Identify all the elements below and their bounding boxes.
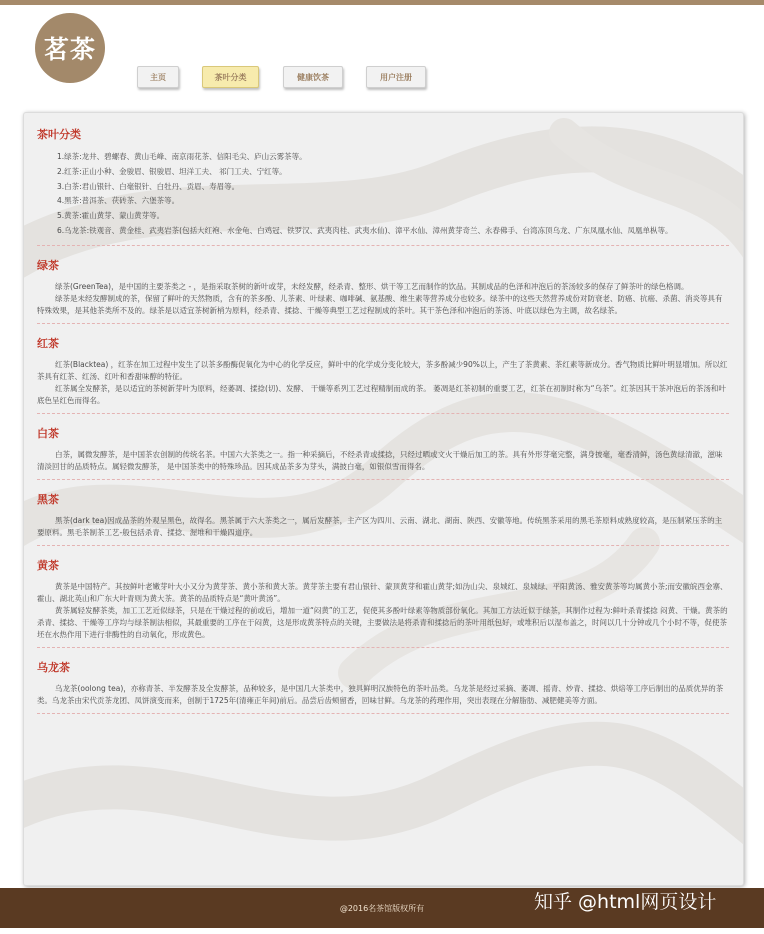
list-item: 2.红茶:正山小种、金骏眉、银骏眉、坦洋工夫、 祁门工夫、宁红等。 (57, 166, 287, 176)
section-red-tea (37, 336, 729, 414)
section-title: 黄茶 (37, 558, 59, 572)
section-oolong-tea (37, 660, 729, 714)
section-white-tea (37, 426, 729, 480)
list-item: 3.白茶:君山银针、白毫银针、白牡丹、贡眉、寿眉等。 (57, 181, 240, 191)
logo-text: 茗茶 (43, 35, 96, 64)
paragraph: 黑茶(dark tea)因成品茶的外观呈黑色，故得名。黑茶属于六大茶类之一，属后发酵茶，主产区为四川、云南、湖北、湖南、陕西、安徽等地。传统黑茶采用的黑毛茶原料成熟度较高，是压制紧压茶的主要原料。黑毛茶制茶工艺-般包括杀青、揉捻、渥堆和干燥四道序。 (37, 515, 723, 537)
list-item: 5.黄茶:霍山黄芽、蒙山黄芽等。 (57, 211, 165, 221)
section-title: 乌龙茶 (37, 660, 70, 674)
section-green-tea (37, 258, 729, 324)
section-title: 白茶 (37, 426, 59, 440)
list-item: 6.乌龙茶:铁观音、黄金桂、武夷岩茶(包括大红袍、水金龟、白鸡冠、铁罗汉、武夷肉桂、武夷水仙)、漳平水仙、漳州黄芽奇兰、永春佛手、台湾冻顶乌龙、广东凤凰水仙、凤凰单枞等。 (57, 225, 673, 235)
paragraph: 绿茶(GreenTea)，是中国的主要茶类之 - ，是指采取茶树的新叶或芽，未经发酵，经杀青、整形、烘干等工艺而制作的饮品。其制成品的色泽和冲泡后的茶汤较多的保存了鲜茶叶的绿色格调。 (55, 281, 689, 291)
content-inner (37, 127, 729, 726)
paragraph: 黄茶是中国特产。其按鲜叶老嫩芽叶大小又分为黄芽茶、黄小茶和黄大茶。黄芽茶主要有君山银针、蒙顶黄芽和霍山黄芽;如沩山尖、泉城红、泉城绿、平阳黄汤、雅安黄茶等均属黄小茶;而安徽皖西金寨、霍山、湖北英山和广东大叶青则为黄大茶。黄茶的品质特点是“黄叶黄汤”。 (37, 581, 728, 603)
top-accent-bar (0, 0, 764, 5)
category-list (37, 150, 729, 239)
paragraph: 白茶，属微发酵茶，是中国茶农创制的传统名茶。中国六大茶类之一。指一种采摘后，不经杀青或揉捻，只经过晒或文火干燥后加工的茶。具有外形芽毫完整，满身披毫，毫香清鲜，汤色黄绿清澈，滋味清淡回甘的品质特点。属轻微发酵茶， 是中国茶类中的特殊珍品。因其成品茶多为芽头，满披白毫，如银似雪而得名。 (37, 449, 723, 471)
paragraph: 绿茶是未经发酵制成的茶，保留了鲜叶的天然物质，含有的茶多酚、儿茶素、叶绿素、咖啡碱、氨基酸、维生素等营养成分也较多。绿茶中的这些天然营养成份对防衰老、防癌、抗癌、杀菌、消炎等具有特殊效果，是其他茶类所不及的。绿茶是以适宜茶树新梢为原料，经杀青、揉捻、干燥等典型工艺过程制成的茶叶。其干茶色泽和冲泡后的茶汤、叶底以绿色为主调，故名绿茶。 (37, 293, 723, 315)
section-title: 茶叶分类 (37, 128, 81, 141)
section-tea-categories (37, 127, 729, 246)
section-yellow-tea (37, 558, 729, 648)
nav-home-button[interactable]: 主页 (137, 66, 179, 88)
paragraph: 黄茶属轻发酵茶类，加工工艺近似绿茶，只是在干燥过程的前或后，增加一道“闷黄”的工艺，促使其多酚叶绿素等物质部份氧化。其加工方法近似于绿茶，其制作过程为:鲜叶杀青揉捻 闷黄、干燥。黄茶的杀青、揉捻、干燥等工序均与绿茶制法相似，其最重要的工序在于闷黄，这是形成黄茶特点的关键，主要做法是将杀青和揉捻后的茶叶用纸包好，或堆积后以湿布盖之，时间以几十分钟或几个小时不等，促使茶坯在水热作用下进行非酶性的自动氧化，形成黄色。 (37, 605, 728, 639)
paragraph: 乌龙茶(oolong tea)，亦称青茶、半发酵茶及全发酵茶，品种较多，是中国几大茶类中，独具鲜明汉族特色的茶叶品类。乌龙茶是经过采摘、萎凋、摇青、炒青、揉捻、烘焙等工序后制出的品质优异的茶类。乌龙茶由宋代贡茶龙团、凤饼演变而来，创制于1725年(清雍正年间)前后。品尝后齿颊留香，回味甘鲜。乌龙茶的药理作用，突出表现在分解脂肪、减肥健美等方面。 (37, 683, 724, 705)
site-logo[interactable] (35, 13, 105, 83)
footer-copyright: @2016名茶馆版权所有 (339, 903, 425, 913)
list-item: 4.黑茶:普洱茶、茯砖茶、六堡茶等。 (57, 196, 180, 206)
section-title: 绿茶 (37, 258, 59, 272)
section-title: 黑茶 (37, 492, 59, 506)
section-title: 红茶 (37, 336, 59, 350)
nav-register-button[interactable]: 用户注册 (366, 66, 426, 88)
list-item: 1.绿茶:龙井、碧螺春、黄山毛峰、南京雨花茶、信阳毛尖、庐山云雾茶等。 (57, 152, 307, 161)
paragraph: 红茶(Blacktea) ，红茶在加工过程中发生了以茶多酚酶促氧化为中心的化学反应，鲜叶中的化学成分变化较大，茶多酚减少90%以上，产生了茶黄素、茶红素等新成分。香气物质比鲜叶明显增加。所以红茶具有红茶、红汤、红叶和香甜味醇的特征。 (37, 359, 728, 381)
paragraph: 红茶属全发酵茶，是以适宜的茶树新芽叶为原料，经萎凋、揉捻(切)、发酵、 干燥等系列工艺过程精制而成的茶。 萎凋是红茶初制的重要工艺，红茶在初制时称为“乌茶”。红茶因其干茶冲泡后的茶汤和叶底色呈红色而得名。 (37, 383, 726, 405)
zhihu-watermark: 知乎 @html网页设计 (534, 891, 717, 913)
section-dark-tea (37, 492, 729, 546)
main-content-panel (23, 112, 744, 886)
nav-tea-categories-button[interactable]: 茶叶分类 (202, 66, 259, 88)
nav-healthy-tea-button[interactable]: 健康饮茶 (283, 66, 343, 88)
